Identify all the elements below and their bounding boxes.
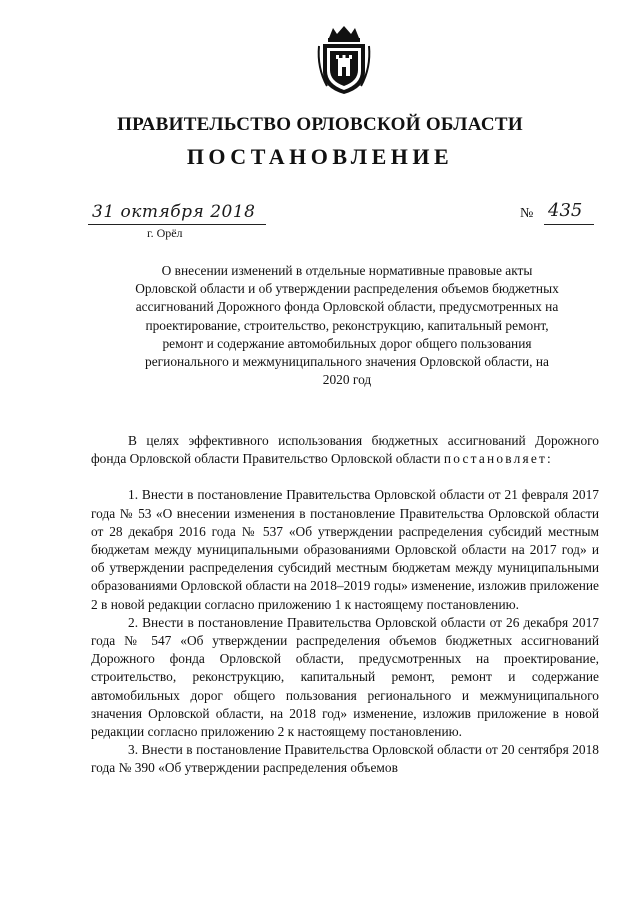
number-label: № xyxy=(520,206,534,221)
number-underline xyxy=(544,224,594,225)
intro-paragraph xyxy=(91,432,599,468)
paragraph-3: 3. Внести в постановление Правительства Орловской области от 20 сентября 2018 года № 390 «Об утверждении распределения объемов xyxy=(91,742,599,776)
paragraph-1: 1. Внести в постановление Правительства Орловской области от 21 февраля 2017 года № 53 «О внесении изменения в постановление Правительства Орловской области от 28 декабря 2016 года № 537 «Об утверждении распределения субсидий местным бюджетам между муниципальными образованиями Орловской области на 2017 год» и об утверждении распределения субсидий местным бюджетам между муниципальными образованиями Орловской области на 2018–2019 годы» изменение, изложив приложение 2 в новой редакции согласно приложению 1 к настоящему постановлению. xyxy=(91,487,599,612)
document-subject: О внесении изменений в отдельные нормативные правовые акты Орловской области и об утверждении распределения объемов бюджетных ассигнований Дорожного фонда Орловской области, предусмотренных на проектирование, строительство, реконструкцию, капитальный ремонт, ремонт и содержание автомобильных дорог общего пользования регионального и межмуниципального значения Орловской области, на 2020 год xyxy=(135,263,559,388)
date-underline xyxy=(88,224,266,225)
organization-title: ПРАВИТЕЛЬСТВО ОРЛОВСКОЙ ОБЛАСТИ xyxy=(117,114,523,135)
date-field xyxy=(88,200,268,228)
paragraph-2: 2. Внести в постановление Правительства Орловской области от 26 декабря 2017 года № 547 «Об утверждении распределения объемов бюджетных ассигнований Дорожного фонда Орловской области, предусмотренных на проектирование, строительство, реконструкцию, капитальный ремонт, ремонт и содержание автомобильных дорог общего пользования регионального и межмуниципального значения Орловской области, на 2018 год» изменение, изложив приложение в новой редакции согласно приложению 2 к настоящему постановлению. xyxy=(91,614,599,740)
handwritten-date: 31 октября 2018 xyxy=(92,202,256,222)
document-number-field xyxy=(520,200,600,228)
document-type-title: ПОСТАНОВЛЕНИЕ xyxy=(186,144,454,169)
document-body xyxy=(91,432,599,778)
handwritten-number: 435 xyxy=(548,200,583,221)
intro-text: В целях эффективного использования бюджетных ассигнований Дорожного фонда Орловской области Правительство Орловской области xyxy=(91,433,599,467)
city-label: г. Орёл xyxy=(147,226,183,240)
orel-region-coat-of-arms-icon xyxy=(315,24,373,96)
resolves-word: постановляет: xyxy=(443,451,553,467)
